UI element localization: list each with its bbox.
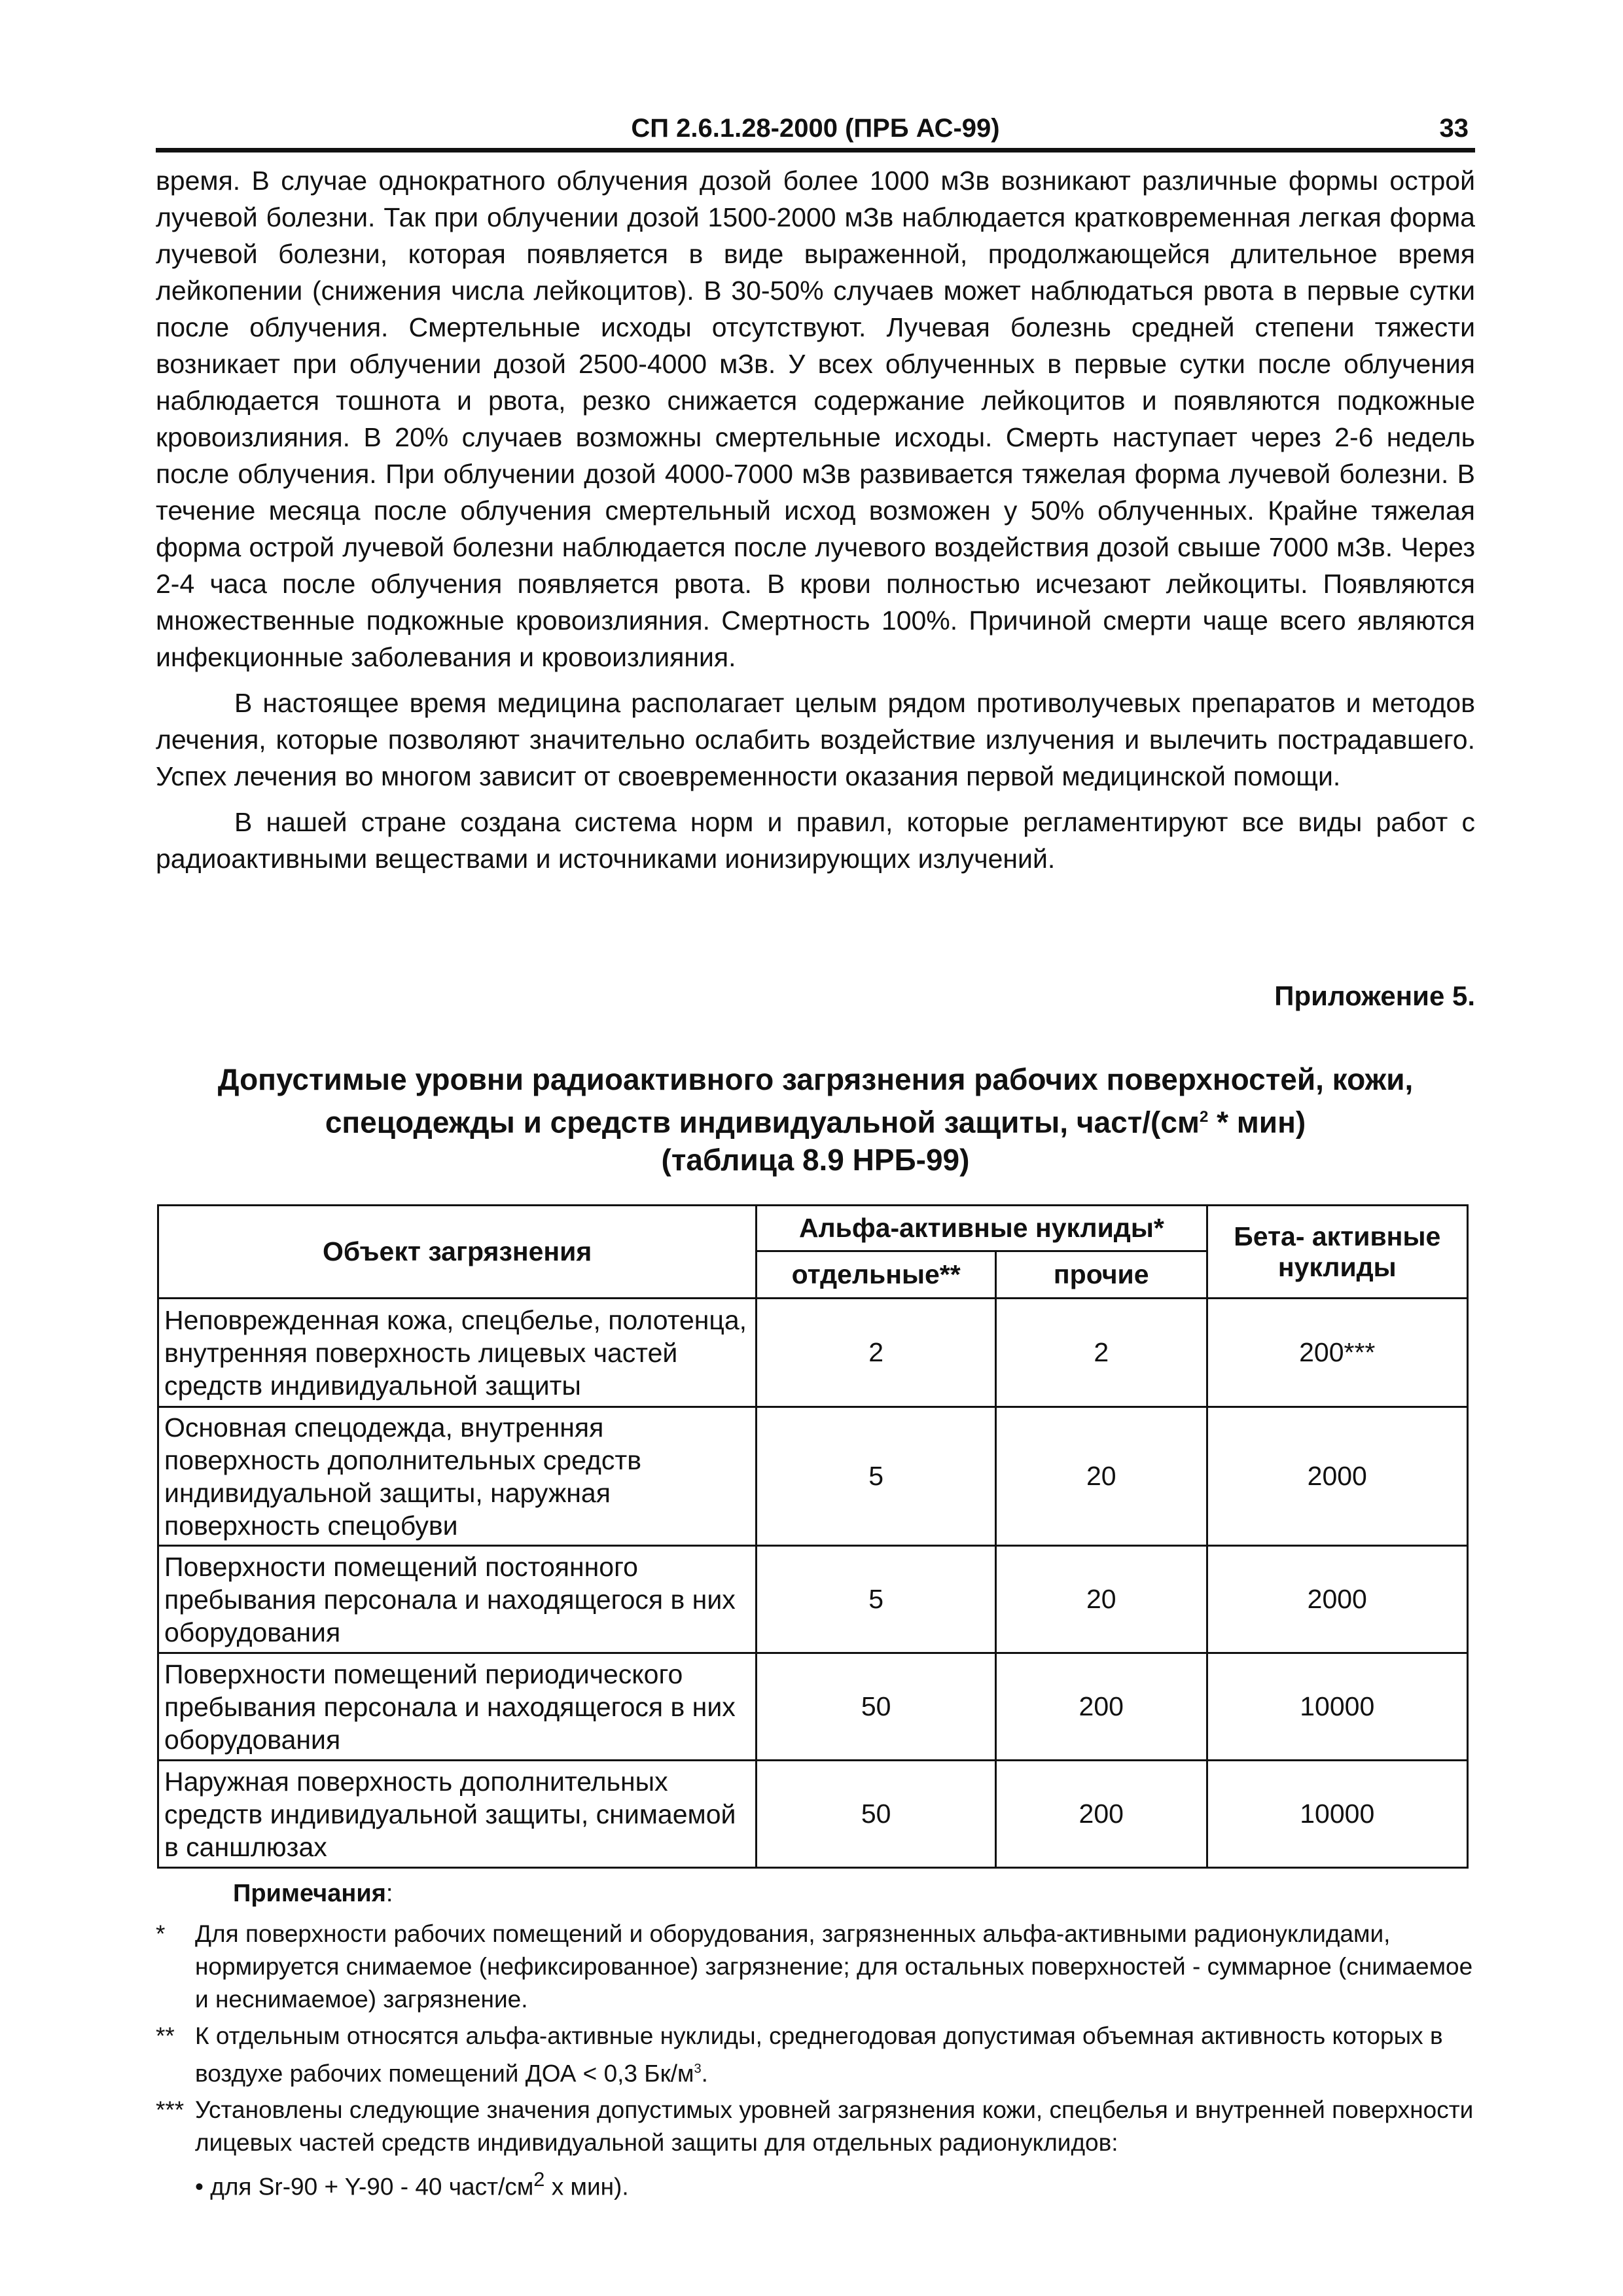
table-title (156, 1060, 1475, 1179)
row-beta: 10000 (1207, 1761, 1467, 1868)
paragraph-2: В настоящее время медицина располагает целым рядом противолучевых препаратов и методов лечения, которые позволяют значительно ослабить воздействие излучения и вылечить пострадавшего. Успех лечения во многом зависит от своевременности оказания первой медицинской помощи. (156, 688, 1475, 791)
table-row (158, 1299, 1468, 1407)
notes (156, 1918, 1475, 2204)
page-number: 33 (1439, 114, 1469, 143)
notes-heading (233, 1880, 393, 1908)
header-object: Объект загрязнения (158, 1206, 757, 1299)
row-alpha-other: 20 (996, 1546, 1207, 1653)
row-alpha-other: 200 (996, 1653, 1207, 1761)
table-title-line-2 (156, 1098, 1475, 1141)
body-text (156, 162, 1475, 886)
row-alpha-separate: 2 (757, 1299, 996, 1407)
row-object: Поверхности помещений периодического пребывания персонала и находящегося в них оборудования (158, 1653, 757, 1761)
header-beta: Бета- активные нуклиды (1207, 1206, 1467, 1299)
row-object: Неповрежденная кожа, спецбелье, полотенца, внутренняя поверхность лицевых частей средств индивидуальной защиты (158, 1299, 757, 1407)
table-row (158, 1546, 1468, 1653)
table-title-line-1: Допустимые уровни радиоактивного загрязнения рабочих поверхностей, кожи, (217, 1062, 1414, 1096)
row-beta: 10000 (1207, 1653, 1467, 1761)
contamination-table (157, 1204, 1469, 1869)
header-alpha: Альфа-активные нуклиды* (757, 1206, 1207, 1251)
row-alpha-other: 20 (996, 1407, 1207, 1546)
table-row (158, 1407, 1468, 1546)
note-1 (156, 1918, 1475, 2016)
document-code: СП 2.6.1.28-2000 (ПРБ АС-99) (631, 114, 1000, 143)
note-3-bullet (156, 2163, 1475, 2203)
row-alpha-other: 200 (996, 1761, 1207, 1868)
table-title-line-2-text: спецодежды и средств индивидуальной защиты, част/(см (325, 1105, 1200, 1139)
note-2-mark: ** (156, 2022, 175, 2049)
notes-heading-text: Примечания (233, 1880, 386, 1907)
row-alpha-separate: 50 (757, 1653, 996, 1761)
note-3-text: Установлены следующие значения допустимых уровней загрязнения кожи, спецбелья и внутренней поверхности лицевых частей средств индивидуальной защиты для отдельных радионуклидов: (195, 2096, 1474, 2157)
row-alpha-separate: 50 (757, 1761, 996, 1868)
table-title-superscript: 2 (1199, 1108, 1209, 1126)
row-beta: 2000 (1207, 1407, 1467, 1546)
table-header-row (158, 1206, 1468, 1251)
note-2-end: . (701, 2060, 708, 2087)
row-object: Поверхности помещений постоянного пребывания персонала и находящегося в них оборудования (158, 1546, 757, 1653)
row-alpha-other: 2 (996, 1299, 1207, 1407)
note-3-mark: *** (156, 2096, 185, 2124)
bullet-end: х мин). (544, 2173, 629, 2200)
page-header (156, 109, 1475, 152)
bullet-text: • для Sr-90 + Y-90 - 40 част/см (195, 2173, 534, 2200)
row-object: Основная спецодежда, внутренняя поверхность дополнительных средств индивидуальной защиты, наружная поверхность спецобуви (158, 1407, 757, 1546)
note-2 (156, 2020, 1475, 2090)
table-row (158, 1653, 1468, 1761)
header-alpha-separate: отдельные** (757, 1251, 996, 1299)
note-2-superscript: 3 (694, 2062, 702, 2076)
header-alpha-other: прочие (996, 1251, 1207, 1299)
note-1-mark: * (156, 1920, 166, 1947)
row-object: Наружная поверхность дополнительных средств индивидуальной защиты, снимаемой в саншлюзах (158, 1761, 757, 1868)
row-beta: 200*** (1207, 1299, 1467, 1407)
table-title-line-3: (таблица 8.9 НРБ-99) (661, 1143, 970, 1177)
table-title-line-2-end: * мин) (1208, 1105, 1306, 1139)
note-3 (156, 2094, 1475, 2159)
row-alpha-separate: 5 (757, 1546, 996, 1653)
table-row (158, 1761, 1468, 1868)
note-1-text: Для поверхности рабочих помещений и оборудования, загрязненных альфа-активными радионуклидами, нормируется снимаемое (нефиксированное) загрязнение; для остальных поверхностей - суммарное (снимаемое и неснимаемое) загрязнение. (195, 1920, 1473, 2013)
bullet-superscript: 2 (533, 2168, 545, 2191)
row-beta: 2000 (1207, 1546, 1467, 1653)
appendix-label: Приложение 5. (1274, 980, 1475, 1011)
notes-heading-colon: : (385, 1880, 393, 1907)
paragraph-1: время. В случае однократного облучения дозой более 1000 мЗв возникают различные формы острой лучевой болезни. Так при облучении дозой 1500-2000 мЗв наблюдается кратковременная легкая форма лучевой болезни, которая появляется в виде выраженной, продолжающейся длительное время лейкопении (снижения числа лейкоцитов). В 30-50% случаев может наблюдаться рвота в первые сутки после облучения. Смертельные исходы отсутствуют. Лучевая болезнь средней степени тяжести возникает при облучении дозой 2500-4000 мЗв. У всех облученных в первые сутки после облучения наблюдается тошнота и рвота, резко снижается содержание лейкоцитов и появляются подкожные кровоизлияния. В 20% случаев возможны смертельные исходы. Смерть наступает через 2-6 недель после облучения. При облучении дозой 4000-7000 мЗв развивается тяжелая форма лучевой болезни. В течение месяца после облучения смертельный исход возможен у 50% облученных. Крайне тяжелая форма острой лучевой болезни наблюдается после лучевого воздействия дозой свыше 7000 мЗв. Через 2-4 часа после облучения появляется рвота. В крови полностью исчезают лейкоциты. Появляются множественные подкожные кровоизлияния. Смертность 100%. Причиной смерти чаще всего являются инфекционные заболевания и кровоизлияния. (156, 166, 1475, 672)
row-alpha-separate: 5 (757, 1407, 996, 1546)
note-2-text: К отдельным относятся альфа-активные нуклиды, среднегодовая допустимая объемная активность которых в воздухе рабочих помещений ДОА < 0,3 Бк/м (195, 2022, 1443, 2087)
paragraph-3: В нашей стране создана система норм и правил, которые регламентируют все виды работ с радиоактивными веществами и источниками ионизирующих излучений. (156, 807, 1475, 874)
